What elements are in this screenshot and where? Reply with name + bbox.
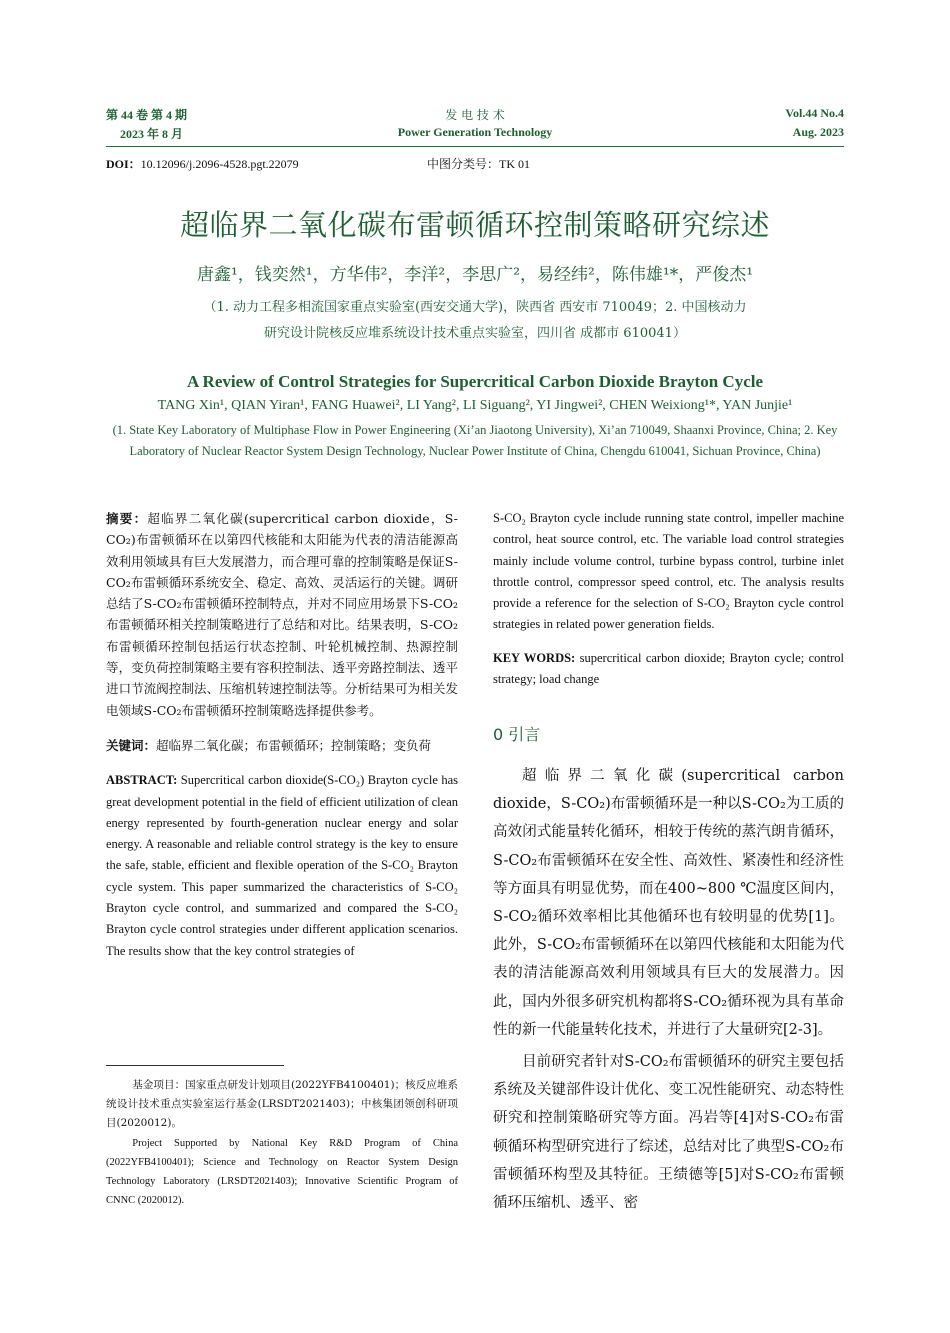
footnote-divider [106,1065,284,1066]
clc-label: 中图分类号： [427,157,500,171]
abstract-en-left [106,770,458,962]
doi-value: 10.12096/j.2096-4528.pgt.22079 [140,157,299,171]
affiliation-cn-line1: （1. 动力工程多相流国家重点实验室(西安交通大学)，陕西省 西安市 710049；2. 中国核动力 [203,300,747,315]
left-column [106,508,458,972]
abstract-cn [106,508,458,721]
keywords-en [493,648,844,691]
clc-value: TK 01 [499,157,531,171]
keywords-cn [106,735,458,756]
authors-en: TANG Xin¹, QIAN Yiran¹, FANG Huawei², LI Yang², LI Siguang², YI Jingwei², CHEN Weixiong¹*, YAN Junjie¹ [157,398,793,413]
journal-name-cn: 发 电 技 术 [445,108,505,122]
section-heading-intro: 0 引言 [493,725,541,744]
journal-header [106,106,844,147]
keywords-en-text: supercritical carbon dioxide; Brayton cycle; control strategy; load change [493,650,844,687]
intro-paragraph-2: 目前研究者针对S-CO₂布雷顿循环的研究主要包括系统及关键部件设计优化、变工况性能研究、动态特性研究和控制策略研究等方面。冯岩等[4]对S-CO₂布雷顿循环构型研究进行了综述，总结对比了典型S-CO₂布雷顿循环构型及其特征。王绩德等[5]对S-CO₂布雷顿循环压缩机、透平、密 [493,1054,844,1212]
journal-name-en: Power Generation Technology [397,125,553,139]
keywords-en-label: KEY WORDS: [493,650,576,665]
footnote-cn: 基金项目：国家重点研发计划项目(2022YFB4100401)；核反应堆系统设计技术重点实验室运行基金(LRSDT2021403)；中核集团领创科研项目(2020012)。 [106,1079,458,1129]
affiliation-cn-line2: 研究设计院核反应堆系统设计技术重点实验室，四川省 成都市 610041） [264,326,686,341]
doi-label: DOI： [106,157,141,171]
affiliation-en: (1. State Key Laboratory of Multiphase Flow in Power Engineering (Xi’an Jiaotong University), Xi’an 710049, Shaanxi Province, China; 2. Key Laboratory of Nuclear Reactor System Design Technology, Nuclear Power Institute of China, Chengdu 610041, Sichuan Province, China) [112,423,838,458]
footnote-en: Project Supported by National Key R&D Program of China (2022YFB4100401); Science and Technology on Reactor System Design Technology Laboratory (LRSDT2021403); Innovative Scientific Program of CNNC (2020012). [106,1138,458,1206]
keywords-cn-text: 超临界二氧化碳；布雷顿循环；控制策略；变负荷 [156,737,432,753]
abstract-en-text-left: Supercritical carbon dioxide(S-CO₂) Brayton cycle has great development potential in the field of efficient utilization of clean energy represented by fourth-generation nuclear energy and solar energy. A reasonable and reliable control strategy is the key to ensure the safe, stable, efficient and flexible operation of the S-CO₂ Brayton cycle system. This paper summarized the characteristics of S-CO₂ Brayton cycle control, and summarized and compared the S-CO₂ Brayton cycle control strategies under different application scenarios. The results show that the key control strategies of [106,773,459,958]
abstract-en-right: S-CO₂ Brayton cycle include running state control, impeller machine control, heat source control, etc. The variable load control strategies mainly include volume control, turbine bypass control, turbine inlet throttle control, compressor speed control, etc. The analysis results provide a reference for the selection of S-CO₂ Brayton cycle control strategies in related power generation fields. [493,511,844,632]
abstract-cn-text: 超临界二氧化碳(supercritical carbon dioxide，S-CO₂)布雷顿循环在以第四代核能和太阳能为代表的清洁能源高效利用领域具有巨大发展潜力，而合理可靠的控制策略是保证S-CO₂布雷顿循环系统安全、稳定、高效、灵活运行的关键。调研总结了S-CO₂布雷顿循环控制特点，并对不同应用场景下S-CO₂布雷顿循环相关控制策略进行了总结和对比。结果表明，S-CO₂布雷顿循环控制包括运行状态控制、叶轮机械控制、热源控制等，变负荷控制策略主要有容积控制法、透平旁路控制法、透平进口节流阀控制法、压缩机转速控制法等。分析结果可为相关发电领域S-CO₂布雷顿循环控制策略选择提供参考。 [106,511,458,718]
authors-cn: 唐鑫¹，钱奕然¹，方华伟²，李洋²，李思广²，易经纬²，陈伟雄¹*，严俊杰¹ [196,265,754,285]
date-en: Aug. 2023 [792,125,844,139]
abstract-en-label: ABSTRACT: [106,773,178,788]
volume-en: Vol.44 No.4 [785,106,844,120]
intro-paragraph-1: 超临界二氧化碳(supercritical carbon dioxide，S-CO₂)布雷顿循环是一种以S-CO₂为工质的高效闭式能量转化循环，相较于传统的蒸汽朗肯循环，S-CO₂布雷顿循环在安全性、高效性、紧凑性和经济性等方面具有明显优势，而在400~800 ℃温度区间内，S-CO₂循环效率相比其他循环也有较明显的优势[1]。此外，S-CO₂布雷顿循环在以第四代核能和太阳能为代表的清洁能源高效利用领域具有巨大的发展潜力。因此，国内外很多研究机构都将S-CO₂循环视为具有革命性的新一代能量转化技术，并进行了大量研究[2-3]。 [493,768,844,1038]
date-cn: 2023 年 8 月 [120,127,184,141]
keywords-cn-label: 关键词： [106,737,157,753]
doi-line [106,155,299,172]
intro-body [493,762,844,1221]
abstract-cn-label: 摘要： [106,511,148,526]
paper-title-cn: 超临界二氧化碳布雷顿循环控制策略研究综述 [179,208,770,242]
clc-line [427,155,530,172]
right-column [493,508,844,700]
paper-title-en: A Review of Control Strategies for Supercritical Carbon Dioxide Brayton Cycle [186,372,764,391]
volume-cn: 第 44 卷 第 4 期 [106,108,188,122]
